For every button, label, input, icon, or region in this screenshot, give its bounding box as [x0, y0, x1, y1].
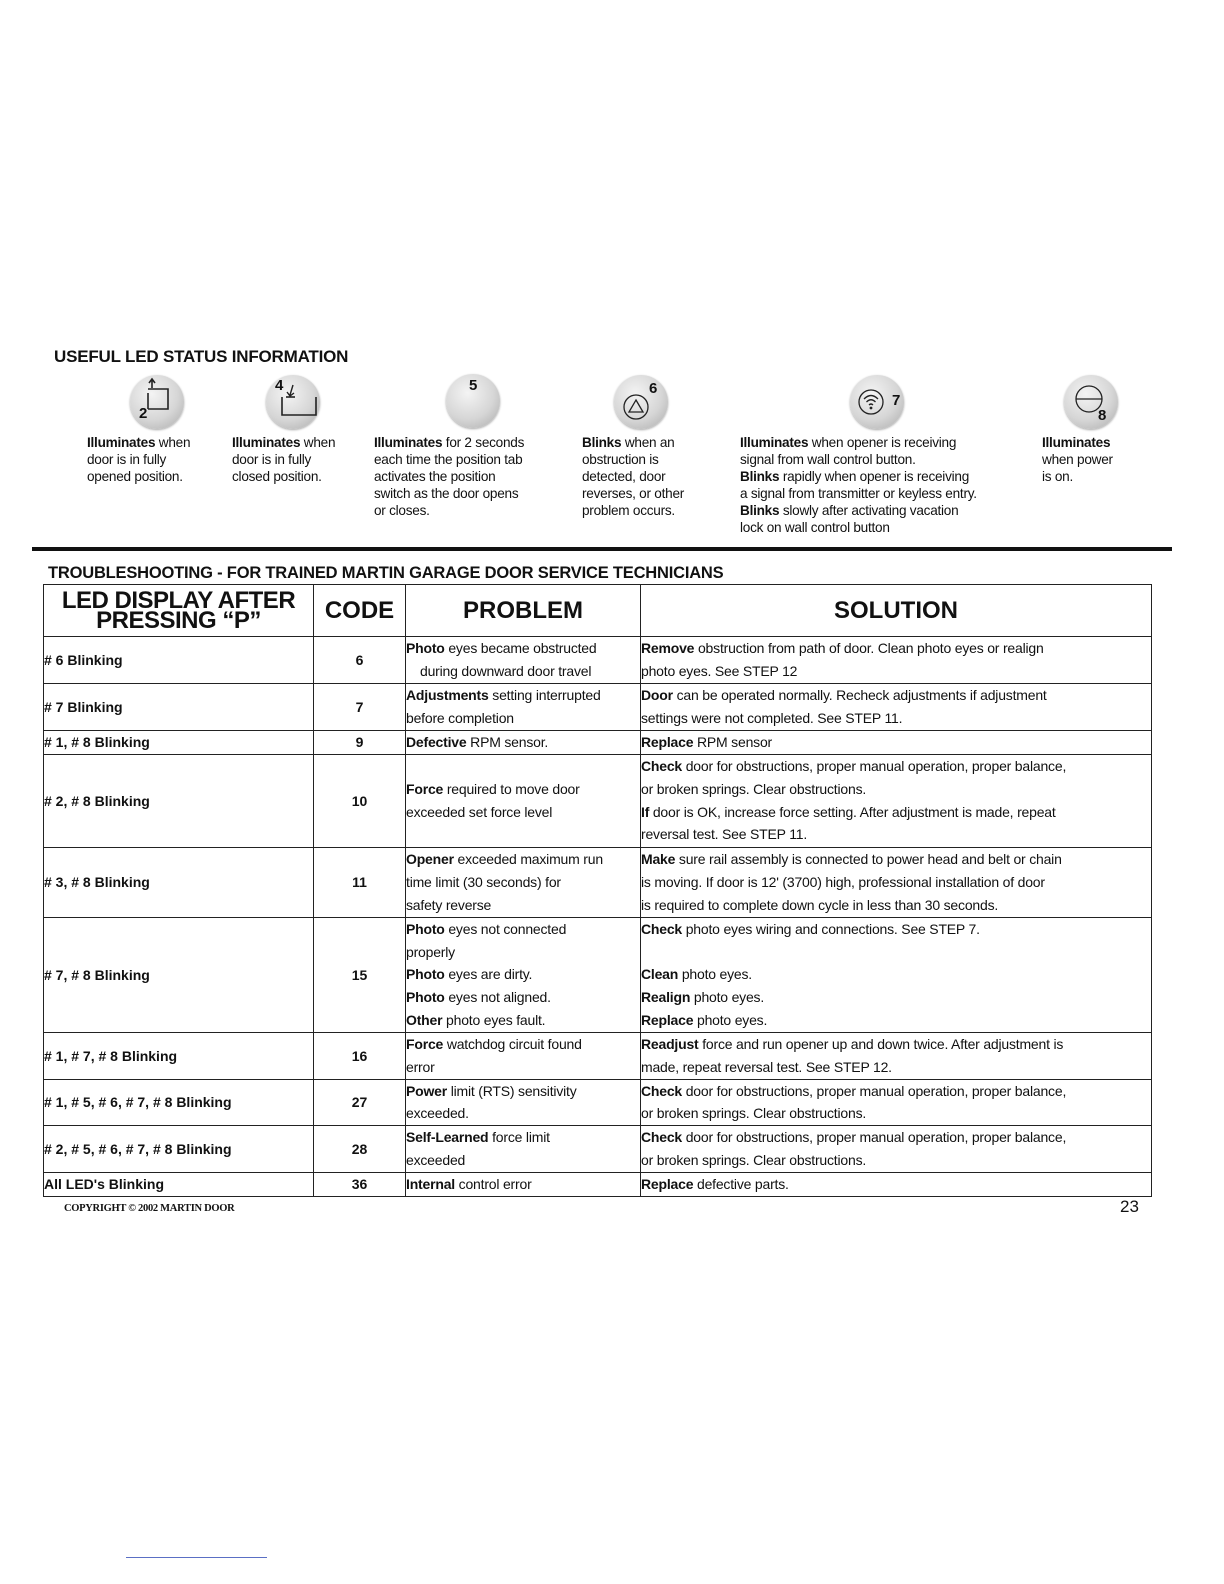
text-line — [641, 986, 1151, 1009]
cell-solution — [641, 917, 1152, 1032]
table-row — [44, 754, 1152, 847]
text-line — [1042, 468, 1113, 485]
line-text: obstruction from path of door. Clean photo eyes or realign — [694, 640, 1044, 657]
text-line — [582, 502, 684, 519]
cell-code: 28 — [314, 1126, 406, 1173]
led-section-title: USEFUL LED STATUS INFORMATION — [54, 347, 349, 366]
keyword: Other — [406, 1011, 443, 1028]
line-text: watchdog circuit found — [443, 1036, 582, 1052]
cell-led-display: # 1, # 8 Blinking — [44, 731, 314, 755]
line-text: is required to complete down cycle in less than 30 seconds. — [641, 896, 999, 913]
cell-led-display: All LED's Blinking — [44, 1173, 314, 1197]
table-row — [44, 847, 1152, 917]
line-text: or broken springs. Clear obstructions. — [641, 781, 867, 797]
keyword: Force — [406, 781, 444, 797]
cell-solution — [641, 1079, 1152, 1125]
keyword: Photo — [406, 920, 445, 937]
keyword: Check — [641, 920, 683, 937]
keyword: Opener — [406, 851, 454, 868]
line-text: door is OK, increase force setting. After adjustment is made, repeat — [649, 803, 1056, 820]
cell-problem — [406, 1032, 641, 1079]
led-2-badge — [130, 375, 184, 429]
text-line — [374, 468, 524, 485]
keyword: Replace — [641, 734, 694, 750]
cell-led-display: # 7 Blinking — [44, 684, 314, 731]
text-line — [641, 1149, 1151, 1172]
table-row — [44, 1032, 1152, 1079]
text-line — [406, 1149, 640, 1172]
text-line — [641, 755, 1151, 778]
text-line — [406, 963, 640, 986]
keyword: Self-Learned — [406, 1129, 489, 1146]
line-text: photo eyes fault. — [442, 1011, 546, 1028]
line-text: door is in fully — [232, 452, 312, 467]
text-line — [87, 468, 190, 485]
text-line — [740, 451, 977, 468]
line-text: setting interrupted — [488, 687, 601, 704]
keyword: Illuminates — [740, 435, 809, 450]
keyword: Adjustments — [406, 687, 489, 704]
text-line — [641, 941, 1151, 964]
text-line — [374, 502, 524, 519]
line-text: when opener is receiving — [808, 435, 957, 450]
text-line — [641, 871, 1151, 894]
text-line — [232, 451, 335, 468]
text-line — [232, 468, 335, 485]
cell-solution — [641, 1126, 1152, 1173]
text-line — [406, 707, 640, 730]
keyword: Illuminates — [87, 435, 156, 450]
text-line — [1042, 451, 1113, 468]
line-text: photo eyes. — [693, 1011, 768, 1028]
text-line — [641, 1033, 1151, 1056]
led-6-number: 6 — [649, 380, 658, 397]
text-line — [406, 684, 640, 707]
line-text: force and run opener up and down twice. After adjustment is — [698, 1036, 1064, 1052]
keyword: Make — [641, 851, 676, 868]
text-line — [374, 434, 524, 451]
line-text — [641, 944, 645, 960]
text-line — [740, 502, 977, 519]
line-text: settings were not completed. See STEP 11. — [641, 710, 903, 726]
cell-solution — [641, 684, 1152, 731]
keyword: Realign — [641, 989, 691, 1006]
line-text: problem occurs. — [582, 503, 675, 518]
table-row — [44, 731, 1152, 755]
led-6-badge — [614, 375, 668, 429]
line-text: safety reverse — [406, 896, 492, 913]
line-text: can be operated normally. Recheck adjustments if adjustment — [672, 687, 1047, 704]
line-text: slowly after activating vacation — [779, 503, 959, 518]
text-line — [582, 468, 684, 485]
text-line — [641, 778, 1151, 801]
keyword: Check — [641, 1082, 683, 1099]
line-text: limit (RTS) sensitivity — [447, 1082, 577, 1099]
led-8-description — [1042, 434, 1113, 485]
text-line — [582, 451, 684, 468]
led-4-number: 4 — [275, 377, 284, 394]
text-line — [406, 1080, 640, 1103]
text-line — [641, 731, 1151, 754]
led-7-description — [740, 434, 977, 536]
cell-code: 15 — [314, 917, 406, 1032]
power-icon — [1064, 375, 1118, 429]
cell-problem — [406, 1126, 641, 1173]
keyword: Clean — [641, 966, 679, 983]
cell-problem — [406, 754, 641, 847]
line-text: time limit (30 seconds) for — [406, 873, 561, 890]
text-line — [641, 1126, 1151, 1149]
text-line — [406, 894, 640, 917]
keyword: Readjust — [641, 1036, 699, 1052]
cell-code: 36 — [314, 1173, 406, 1197]
header-led-line1: LED DISPLAY AFTER — [61, 586, 296, 614]
cell-code: 7 — [314, 684, 406, 731]
line-text: exceeded set force level — [406, 803, 553, 820]
text-line — [641, 963, 1151, 986]
keyword: Defective — [406, 734, 467, 750]
keyword: Illuminates — [1042, 435, 1111, 450]
keyword: Check — [641, 758, 683, 775]
led-8-badge — [1064, 375, 1118, 429]
text-line — [641, 637, 1151, 660]
text-line — [641, 801, 1151, 824]
line-text: required to move door — [443, 781, 580, 797]
cell-solution — [641, 847, 1152, 917]
bottom-decorative-line — [126, 1557, 267, 1558]
led-7-badge — [850, 375, 904, 429]
text-line — [406, 918, 640, 941]
line-text: when — [155, 435, 191, 450]
text-line — [641, 823, 1151, 846]
cell-solution — [641, 1173, 1152, 1197]
keyword: Replace — [641, 1011, 694, 1028]
line-text: photo eyes. — [690, 989, 765, 1006]
line-text: eyes not connected — [444, 920, 567, 937]
keyword: Power — [406, 1082, 448, 1099]
text-line — [641, 707, 1151, 730]
line-text: when power — [1042, 452, 1113, 467]
line-text: during downward door travel — [420, 663, 592, 679]
text-line — [406, 660, 640, 683]
table-row — [44, 917, 1152, 1032]
led-8-number: 8 — [1098, 407, 1107, 424]
header-led-display — [44, 585, 314, 637]
text-line — [406, 986, 640, 1009]
text-line — [406, 1126, 640, 1149]
keyword: Force — [406, 1036, 444, 1052]
cell-solution — [641, 731, 1152, 755]
text-line — [740, 519, 977, 536]
text-line — [641, 1102, 1151, 1125]
keyword: Remove — [641, 640, 695, 657]
keyword: Illuminates — [232, 435, 301, 450]
cell-led-display: # 2, # 8 Blinking — [44, 754, 314, 847]
text-line — [232, 434, 335, 451]
header-led-line2: PRESSING “P” — [96, 606, 261, 634]
text-line — [406, 1033, 640, 1056]
line-text: for 2 seconds — [442, 435, 525, 450]
line-text: obstruction is — [582, 452, 659, 467]
line-text: lock on wall control button — [740, 520, 890, 535]
cell-problem — [406, 684, 641, 731]
text-line — [1042, 434, 1113, 451]
led-6-description — [582, 434, 684, 519]
led-2-description — [87, 434, 190, 485]
text-line — [87, 451, 190, 468]
text-line — [740, 468, 977, 485]
line-text: photo eyes wiring and connections. See STEP 7. — [682, 920, 980, 937]
line-text: photo eyes. See STEP 12 — [641, 663, 798, 679]
cell-code: 6 — [314, 637, 406, 684]
line-text: or broken springs. Clear obstructions. — [641, 1105, 867, 1122]
text-line — [641, 660, 1151, 683]
keyword: Illuminates — [374, 435, 443, 450]
line-text: made, repeat reversal test. See STEP 12. — [641, 1058, 892, 1075]
line-text: signal from wall control button. — [740, 452, 916, 467]
text-line — [740, 434, 977, 451]
line-text: exceeded. — [406, 1105, 469, 1122]
header-problem: PROBLEM — [406, 585, 641, 637]
table-row — [44, 1079, 1152, 1125]
line-text: RPM sensor. — [466, 734, 549, 750]
text-line — [406, 1102, 640, 1125]
line-text: detected, door — [582, 469, 666, 484]
cell-solution — [641, 637, 1152, 684]
table-row — [44, 1126, 1152, 1173]
line-text: error — [406, 1058, 435, 1075]
line-text: door for obstructions, proper manual operation, proper balance, — [682, 1082, 1067, 1099]
text-line — [374, 451, 524, 468]
cell-led-display: # 1, # 7, # 8 Blinking — [44, 1032, 314, 1079]
cell-problem — [406, 1079, 641, 1125]
text-line — [406, 801, 640, 824]
cell-solution — [641, 1032, 1152, 1079]
text-line — [406, 778, 640, 801]
line-text: each time the position tab — [374, 452, 523, 467]
text-line — [641, 918, 1151, 941]
keyword: Door — [641, 687, 673, 704]
keyword: Photo — [406, 989, 445, 1006]
led-4-badge — [266, 375, 320, 429]
table-row — [44, 637, 1152, 684]
cell-code: 27 — [314, 1079, 406, 1125]
line-text: switch as the door opens — [374, 486, 519, 501]
line-text: rapidly when opener is receiving — [779, 469, 970, 484]
keyword: Check — [641, 1129, 683, 1146]
cell-led-display: # 6 Blinking — [44, 637, 314, 684]
led-5-number: 5 — [469, 377, 478, 394]
troubleshooting-body — [44, 637, 1152, 1197]
text-line — [406, 731, 640, 754]
line-text: reversal test. See STEP 11. — [641, 826, 808, 843]
line-text: closed position. — [232, 469, 322, 484]
line-text: sure rail assembly is connected to power head and belt or chain — [675, 851, 1062, 868]
troubleshooting-title: TROUBLESHOOTING - FOR TRAINED MARTIN GARAGE DOOR SERVICE TECHNICIANS — [48, 564, 724, 582]
line-text: is moving. If door is 12' (3700) high, professional installation of door — [641, 873, 1045, 890]
text-line — [740, 485, 977, 502]
line-text: door for obstructions, proper manual operation, proper balance, — [682, 758, 1067, 775]
line-text: eyes became obstructed — [444, 640, 597, 657]
line-text: eyes are dirty. — [444, 966, 533, 983]
led-5-badge — [446, 374, 500, 428]
line-text: eyes not aligned. — [444, 989, 551, 1006]
text-line — [641, 1009, 1151, 1032]
text-line — [406, 637, 640, 660]
led-2-number: 2 — [139, 405, 148, 422]
text-line — [641, 684, 1151, 707]
text-line — [406, 1173, 640, 1196]
cell-code: 16 — [314, 1032, 406, 1079]
line-text: photo eyes. — [678, 966, 753, 983]
keyword: If — [641, 803, 650, 820]
keyword: Photo — [406, 966, 445, 983]
keyword: Replace — [641, 1176, 694, 1193]
text-line — [641, 1080, 1151, 1103]
text-line — [406, 941, 640, 964]
cell-led-display: # 7, # 8 Blinking — [44, 917, 314, 1032]
line-text: defective parts. — [693, 1176, 789, 1193]
cell-solution — [641, 754, 1152, 847]
line-text: activates the position — [374, 469, 496, 484]
line-text: door is in fully — [87, 452, 167, 467]
line-text: door for obstructions, proper manual operation, proper balance, — [682, 1129, 1067, 1146]
cell-problem — [406, 1173, 641, 1197]
line-text: control error — [454, 1176, 532, 1193]
line-text: or closes. — [374, 503, 430, 518]
line-text: reverses, or other — [582, 486, 685, 501]
page-number: 23 — [1120, 1197, 1139, 1216]
text-line — [641, 1056, 1151, 1079]
text-line — [582, 485, 684, 502]
text-line — [406, 1056, 640, 1079]
cell-problem — [406, 731, 641, 755]
line-text: is on. — [1042, 469, 1073, 484]
cell-problem — [406, 637, 641, 684]
text-line — [406, 1009, 640, 1032]
keyword: Internal — [406, 1176, 455, 1193]
cell-code: 9 — [314, 731, 406, 755]
line-text: exceeded — [406, 1152, 466, 1169]
text-line — [582, 434, 684, 451]
header-code: CODE — [314, 585, 406, 637]
cell-problem — [406, 847, 641, 917]
cell-led-display: # 1, # 5, # 6, # 7, # 8 Blinking — [44, 1079, 314, 1125]
text-line — [374, 485, 524, 502]
line-text: a signal from transmitter or keyless entry. — [740, 486, 977, 501]
line-text: before completion — [406, 710, 514, 726]
cell-led-display: # 3, # 8 Blinking — [44, 847, 314, 917]
line-text: RPM sensor — [693, 734, 773, 750]
line-text: opened position. — [87, 469, 183, 484]
keyword: Photo — [406, 640, 445, 657]
text-line — [641, 894, 1151, 917]
line-text: exceeded maximum run — [453, 851, 603, 868]
line-text: properly — [406, 943, 455, 960]
keyword: Blinks — [582, 435, 622, 450]
text-line — [87, 434, 190, 451]
cell-led-display: # 2, # 5, # 6, # 7, # 8 Blinking — [44, 1126, 314, 1173]
cell-code: 11 — [314, 847, 406, 917]
copyright-notice: COPYRIGHT © 2002 MARTIN DOOR — [64, 1203, 235, 1214]
text-line — [406, 871, 640, 894]
table-row — [44, 1173, 1152, 1197]
line-text: when an — [621, 435, 675, 450]
led-7-number: 7 — [892, 392, 901, 409]
table-row — [44, 684, 1152, 731]
obstruction-triangle-icon — [614, 375, 668, 429]
text-line — [641, 848, 1151, 871]
led-5-description — [374, 434, 524, 519]
cell-problem — [406, 917, 641, 1032]
troubleshooting-table — [43, 584, 1152, 1197]
line-text: or broken springs. Clear obstructions. — [641, 1152, 867, 1169]
line-text: when — [300, 435, 336, 450]
text-line — [406, 848, 640, 871]
keyword: Blinks — [740, 503, 780, 518]
led-4-description — [232, 434, 335, 485]
line-text: force limit — [488, 1129, 550, 1146]
section-divider — [32, 547, 1172, 551]
cell-code: 10 — [314, 754, 406, 847]
table-header-row — [44, 585, 1152, 637]
text-line — [641, 1173, 1151, 1196]
keyword: Blinks — [740, 469, 780, 484]
header-solution: SOLUTION — [641, 585, 1152, 637]
